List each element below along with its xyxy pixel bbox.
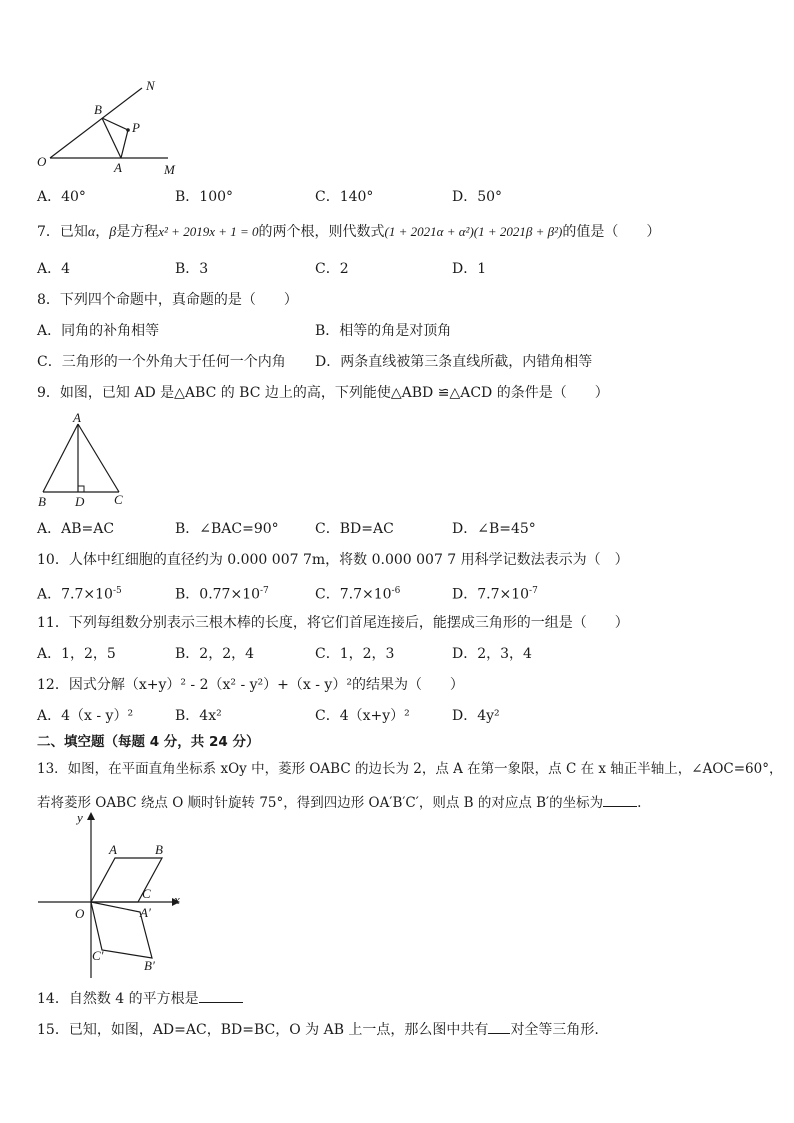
q14-stem: 14．自然数 4 的平方根是 [37,988,243,1008]
q12-option-a: A．4（x - y）² [37,708,134,724]
label-N: N [146,78,155,93]
label-O: O [37,154,47,169]
q12-option-c: C．4（x+y）² [315,708,410,724]
q15-stem: 15．已知，如图，AD=AC，BD=BC，O 为 AB 上一点，那么图中共有 对全等三角形. [37,1019,599,1039]
q6-option-c: C．140° [315,189,374,205]
q14-answer-blank[interactable] [199,988,243,1003]
label-M: M [164,162,175,176]
q12-stem: 12．因式分解（x+y）² - 2（x² - y²）+（x - y）²的结果为（ ） [37,677,464,693]
rh-label-A: A [109,842,117,857]
q6-option-a: A．40° [37,189,86,205]
q7-option-a: A．4 [37,261,71,277]
q12-option-d: D．4y² [452,708,500,724]
tri-label-B: B [38,494,46,509]
q9-stem: 9．如图，已知 AD 是△ABC 的 BC 边上的高，下列能使△ABD ≌△ACD 的条件是（ ） [37,385,609,401]
q7-expression: (1 + 2021α + α²)(1 + 2021β + β²) [384,224,563,239]
tri-label-C: C [114,492,123,507]
q10-stem: 10．人体中红细胞的直径约为 0.000 007 7m，将数 0.000 007 7 用科学记数法表示为（ ） [37,552,629,568]
axis-label-x: x [174,892,180,907]
q10-option-d: D．$7.7\times 10^{-7}$ [452,586,538,603]
triangle-figure [34,410,134,510]
angle-figure [30,76,190,176]
q11-option-d: D．2，3，4 [452,646,532,662]
rh-label-C: C [142,886,151,901]
label-A: A [114,160,122,175]
label-P: P [132,120,140,135]
rh-label-A-prime: A′ [140,905,151,920]
tri-label-D: D [75,494,85,509]
q8-option-c: C．三角形的一个外角大于任何一个内角 [37,354,286,370]
q7-equation: x² + 2019x + 1 = 0 [158,224,259,239]
q12-option-b: B．4x² [175,708,222,724]
q8-stem: 8．下列四个命题中，真命题的是（ ） [37,292,298,308]
rhombus-figure [34,808,194,980]
label-B: B [94,102,102,117]
q15-answer-blank[interactable] [488,1019,510,1034]
axis-label-y: y [77,810,83,825]
q7-option-d: D．1 [452,261,487,277]
q6-option-d: D．50° [452,189,503,205]
q11-option-b: B．2，2，4 [175,646,255,662]
q13-answer-blank[interactable] [603,792,637,807]
q9-option-d: D．∠B=45° [452,521,536,537]
q11-stem: 11．下列每组数分别表示三根木棒的长度，将它们首尾连接后，能摆成三角形的一组是（ ） [37,615,629,631]
rh-label-O: O [75,906,85,921]
rh-label-B: B [155,842,163,857]
q8-option-b: B．相等的角是对顶角 [315,323,452,339]
q11-option-a: A．1，2，5 [37,646,116,662]
q7-stem: 7．已知α，β是方程x² + 2019x + 1 = 0的两个根，则代数式(1 + 2021α + α²)(1 + 2021β + β²)的值是（ ） [37,224,661,240]
q9-option-c: C．BD=AC [315,521,394,537]
q8-option-d: D．两条直线被第三条直线所截，内错角相等 [315,354,593,370]
q10-option-c: C．$7.7\times 10^{-6}$ [315,586,401,603]
tri-label-A: A [73,410,81,425]
q11-option-c: C．1，2，3 [315,646,395,662]
rh-label-C-prime: C′ [92,948,104,963]
q13-line-2: 若将菱形 OABC 绕点 O 顺时针旋转 75°，得到四边形 OA′B′C′，则点 B 的对应点 B′的坐标为 . [37,792,641,812]
q8-option-a: A．同角的补角相等 [37,323,160,339]
section-heading: 二、填空题（每题 4 分，共 24 分） [37,734,260,750]
q7-option-c: C．2 [315,261,349,277]
q9-option-a: A．AB=AC [37,521,115,537]
q9-option-b: B．∠BAC=90° [175,521,279,537]
q6-option-b: B．100° [175,189,234,205]
q10-option-a: A．$7.7\times 10^{-5}$ [37,586,122,603]
q10-option-b: B．$0.77\times 10^{-7}$ [175,586,269,603]
q13-line-1: 13．如图，在平面直角坐标系 xOy 中，菱形 OABC 的边长为 2，点 A 在第一象限，点 C 在 x 轴正半轴上，∠AOC=60°， [37,761,783,777]
rh-label-B-prime: B′ [144,958,155,973]
q7-option-b: B．3 [175,261,209,277]
